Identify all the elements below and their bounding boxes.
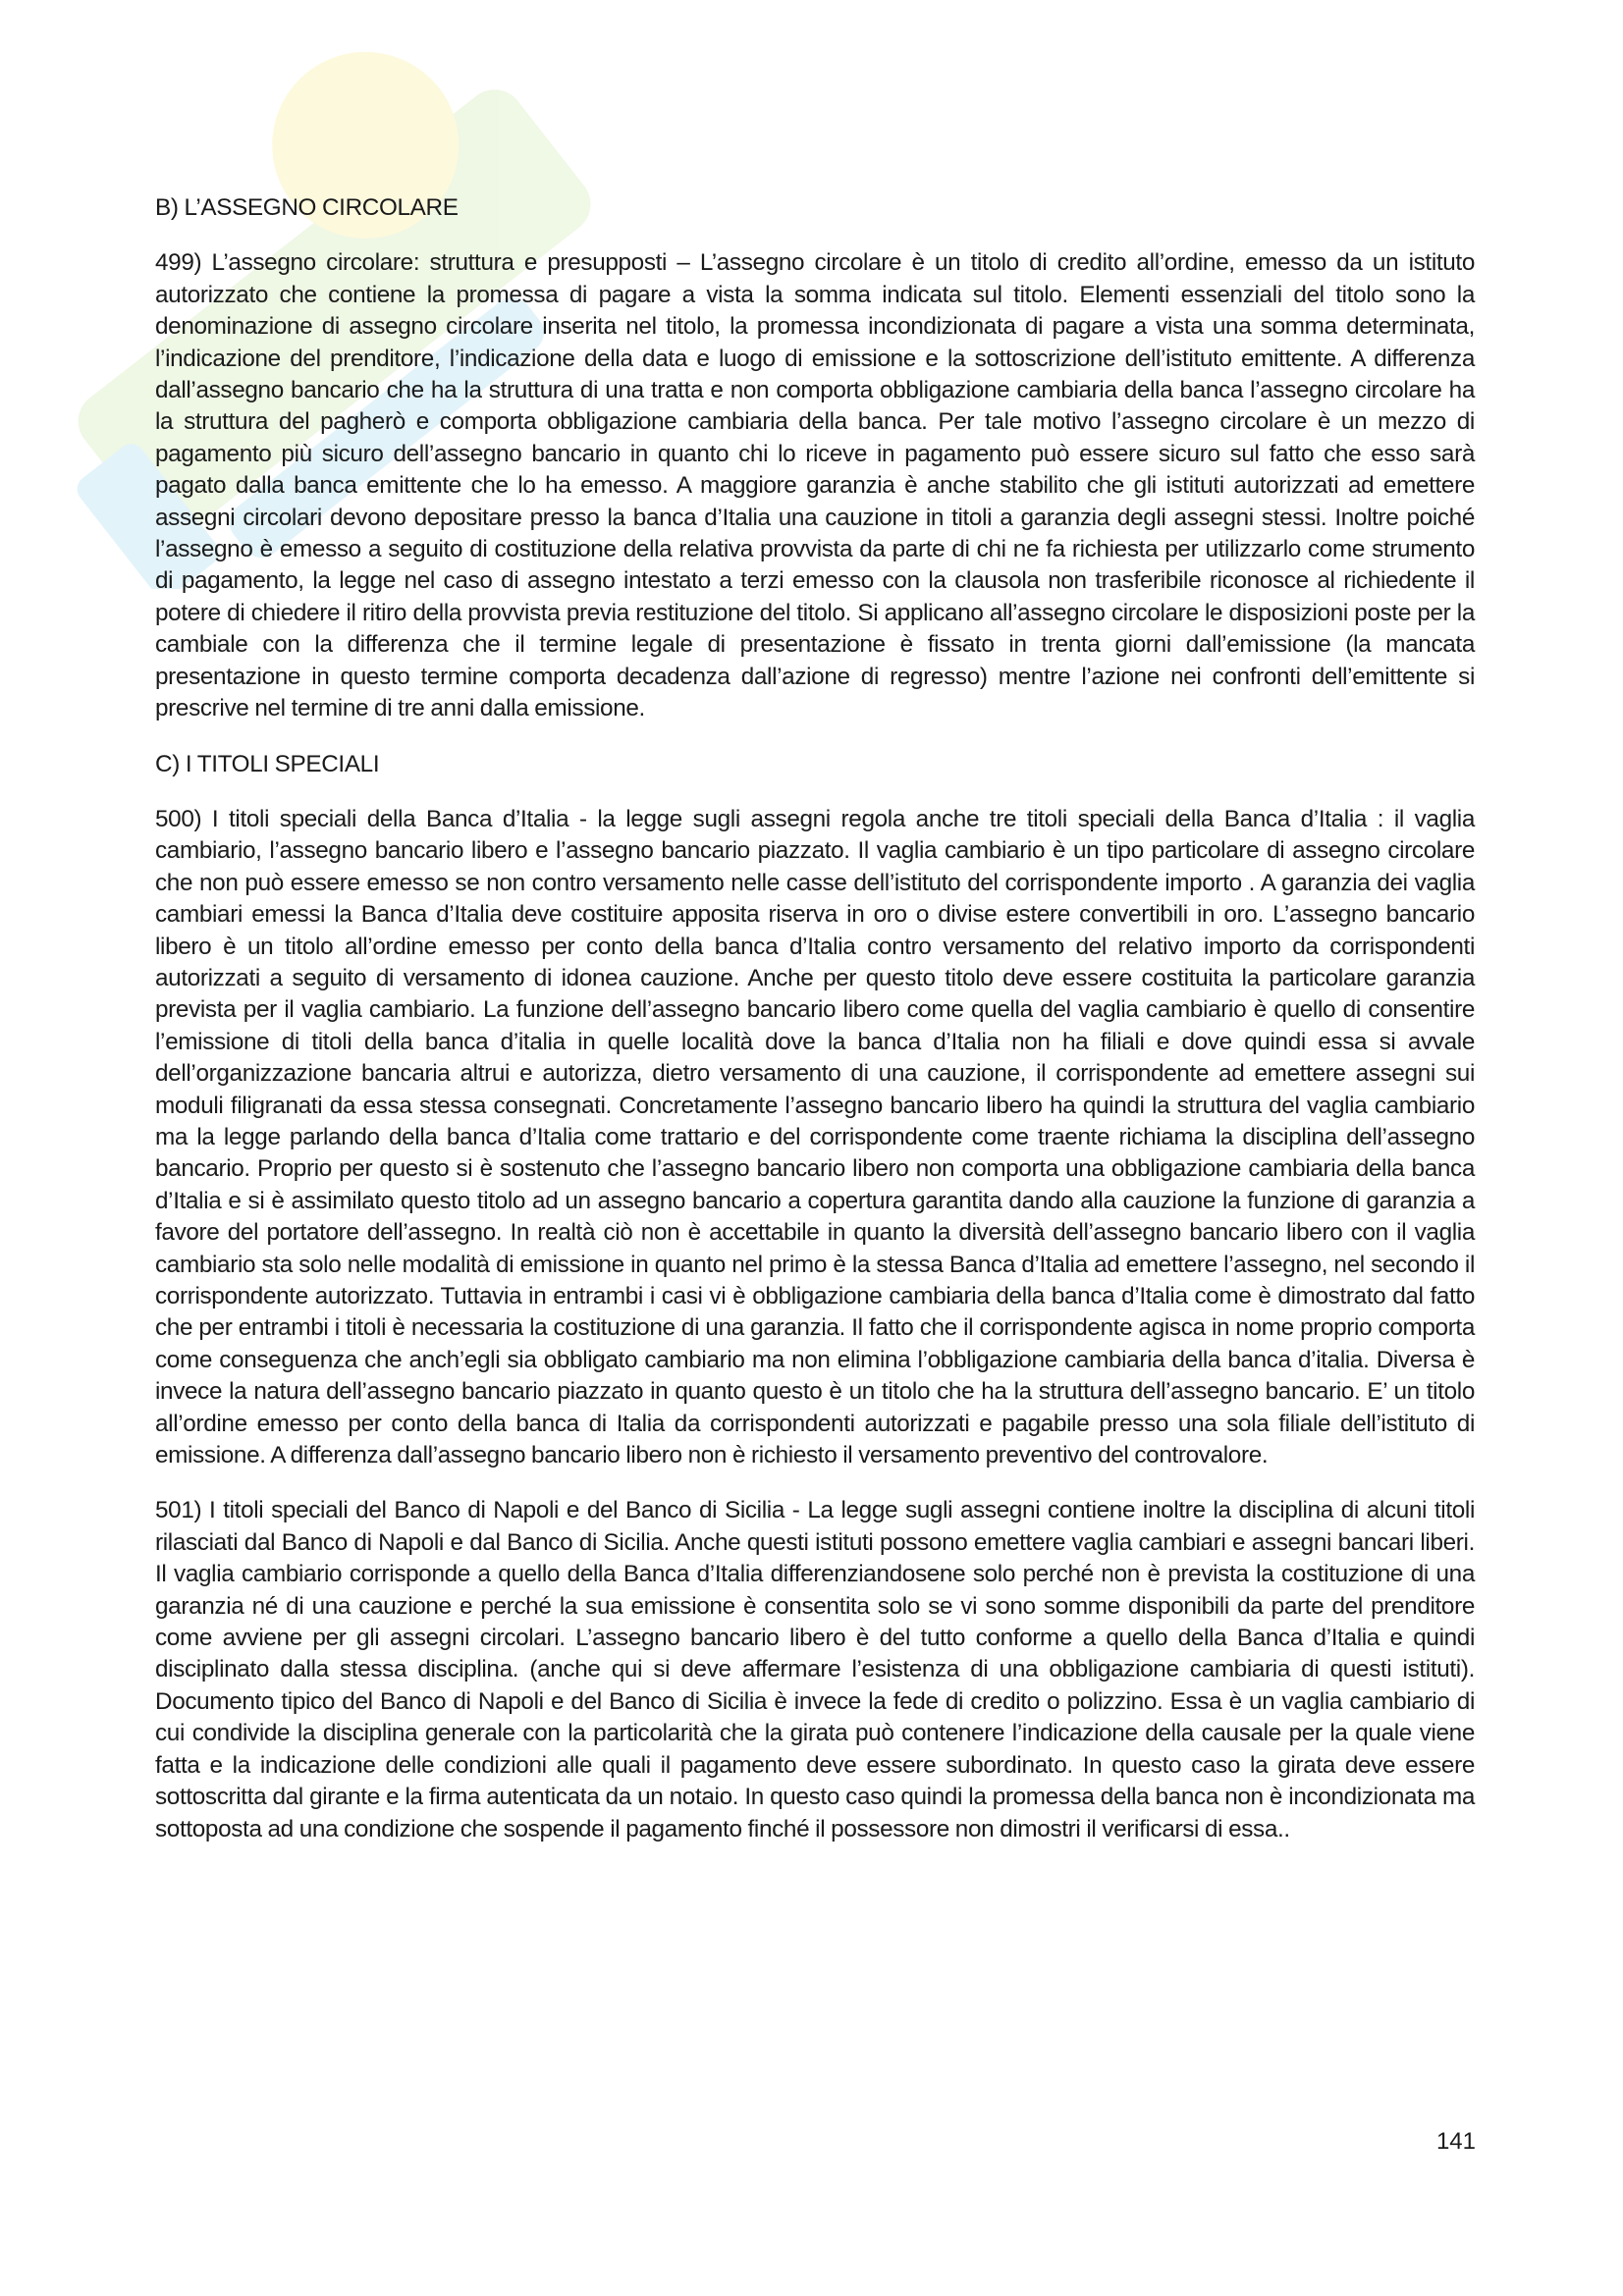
section-heading-assegno-circolare: B) L’ASSEGNO CIRCOLARE	[155, 194, 459, 221]
section-heading-titoli-speciali: C) I TITOLI SPECIALI	[155, 750, 380, 777]
document-body	[155, 192, 1475, 1869]
paragraph-500: 500) I titoli speciali della Banca d’Italia - la legge sugli assegni regola anche tre titoli speciali della Banca d’Italia : il vaglia cambiario, l’assegno bancario libero e l’assegno bancario piazzato. Il vaglia cambiario è un tipo particolare di assegno circolare che non può essere emesso se non contro versamento nelle casse dell’istituto del corrispondente importo . A garanzia dei vaglia cambiari emessi la Banca d’Italia deve costituire apposita riserva in oro o divise estere convertibili in oro. L’assegno bancario libero è un titolo all’ordine emesso per conto della banca d’Italia contro versamento del relativo importo da corrispondenti autorizzati a seguito di versamento di idonea cauzione. Anche per questo titolo deve essere costituita la particolare garanzia prevista per il vaglia cambiario. La funzione dell’assegno bancario libero come quella del vaglia cambiario è quello di consentire l’emissione di titoli della banca d’italia in quelle località dove la banca d’Italia non ha filiali e dove quindi essa si avvale dell’organizzazione bancaria altrui e autorizza, dietro versamento di una cauzione, il corrispondente ad emettere assegni sui moduli filigranati da essa stessa consegnati. Concretamente l’assegno bancario libero ha quindi la struttura del vaglia cambiario ma la legge parlando della banca d’Italia come trattario e del corrispondente come traente richiama la disciplina dell’assegno bancario. Proprio per questo si è sostenuto che l’assegno bancario libero non comporta una obbligazione cambiaria della banca d’Italia e si è assimilato questo titolo ad un assegno bancario a copertura garantita dando alla cauzione la funzione di garanzia a favore del portatore dell’assegno. In realtà ciò non è accettabile in quanto la diversità dell’assegno bancario libero con il vaglia cambiario sta solo nelle modalità di emissione in quanto nel primo è la stessa Banca d’Italia ad emettere l’assegno, nel secondo il corrispondente autorizzato. Tuttavia in entrambi i casi vi è obbligazione cambiaria della banca d’Italia come è dimostrato dal fatto che per entrambi i titoli è necessaria la costituzione di una garanzia. Il fatto che il corrispondente agisca in nome proprio comporta come conseguenza che anch’egli sia obbligato cambiario ma non elimina l’obbligazione cambiaria della banca d’italia. Diversa è invece la natura dell’assegno bancario piazzato in quanto questo è un titolo che ha la struttura dell’assegno bancario. E’ un titolo all’ordine emesso per conto della banca di Italia da corrispondenti autorizzati e pagabile presso una sola filiale dell’istituto di emissione. A differenza dall’assegno bancario libero non è richiesto il versamento preventivo del controvalore.	[155, 805, 1475, 1469]
paragraph-501: 501) I titoli speciali del Banco di Napoli e del Banco di Sicilia - La legge sugli assegni contiene inoltre la disciplina di alcuni titoli rilasciati dal Banco di Napoli e dal Banco di Sicilia. Anche questi istituti possono emettere vaglia cambiari e assegni bancari liberi. Il vaglia cambiario corrisponde a quello della Banca d’Italia differenziandosene solo perché non è prevista la costituzione di una garanzia né di una cauzione e perché la sua emissione è consentita solo se vi sono somme disponibili da parte del prenditore come avviene per gli assegni circolari. L’assegno bancario libero è del tutto conforme a quello della Banca d’Italia e quindi disciplinato dalla stessa disciplina. (anche qui si deve affermare l’esistenza di una obbligazione cambiaria di questi istituti). Documento tipico del Banco di Napoli e del Banco di Sicilia è invece la fede di credito o polizzino. Essa è un vaglia cambiario di cui condivide la disciplina generale con la particolarità che la girata può contenere l’indicazione della causale per la quale viene fatta e la indicazione delle condizioni alle quali il pagamento deve essere subordinato. In questo caso la girata deve essere sottoscritta dal girante e la firma autenticata da un notaio. In questo caso quindi la promessa della banca non è incondizionata ma sottoposta ad una condizione che sospende il pagamento finché il possessore non dimostri il verificarsi di essa..	[155, 1497, 1475, 1842]
page-number: 141	[1435, 2128, 1476, 2155]
paragraph-499: 499) L’assegno circolare: struttura e presupposti – L’assegno circolare è un titolo di credito all’ordine, emesso da un istituto autorizzato che contiene la promessa di pagare a vista la somma indicata sul titolo. Elementi essenziali del titolo sono la denominazione di assegno circolare inserita nel titolo, la promessa incondizionata di pagare a vista una somma determinata, l’indicazione del prenditore, l’indicazione della data e luogo di emissione e la sottoscrizione dell’istituto emittente. A differenza dall’assegno bancario che ha la struttura di una tratta e non comporta obbligazione cambiaria della banca l’assegno circolare ha la struttura del pagherò e comporta obbligazione cambiaria della banca. Per tale motivo l’assegno circolare è un mezzo di pagamento più sicuro dell’assegno bancario in quanto chi lo riceve in pagamento può essere sicuro sul fatto che esso sarà pagato dalla banca emittente che lo ha emesso. A maggiore garanzia è anche stabilito che gli istituti autorizzati ad emettere assegni circolari devono depositare presso la banca d’Italia una cauzione in titoli a garanzia degli assegni stessi. Inoltre poiché l’assegno è emesso a seguito di costituzione della relativa provvista da parte di chi ne fa richiesta per utilizzarlo come strumento di pagamento, la legge nel caso di assegno intestato a terzi emesso con la clausola non trasferibile riconosce al richiedente il potere di chiedere il ritiro della provvista previa restituzione del titolo. Si applicano all’assegno circolare le disposizioni poste per la cambiale con la differenza che il termine legale di presentazione è fissato in trenta giorni dall’emissione (la mancata presentazione in questo termine comporta decadenza dall’azione di regresso) mentre l’azione nei confronti dell’emittente si prescrive nel termine di tre anni dalla emissione.	[155, 249, 1475, 722]
